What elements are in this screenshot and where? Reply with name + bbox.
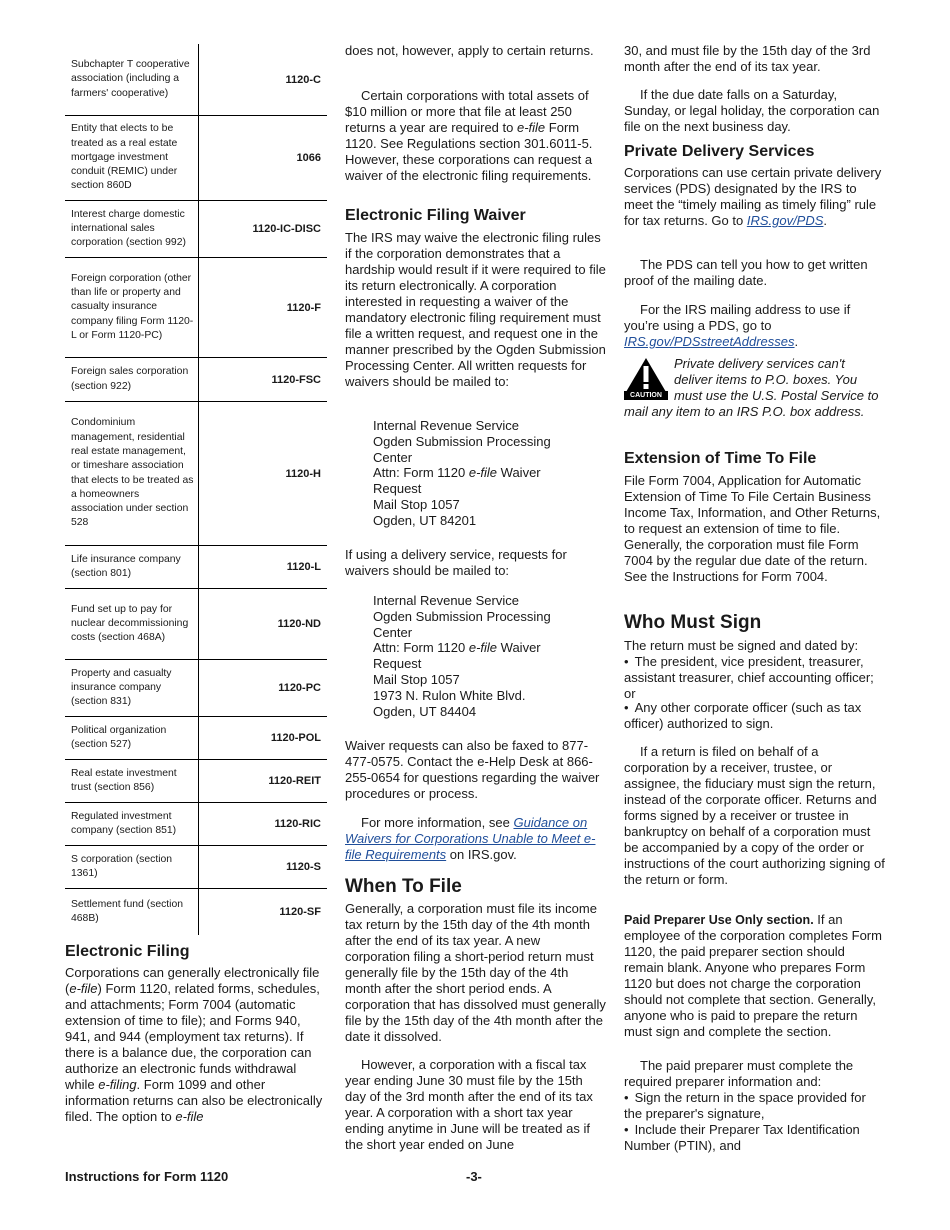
- waiver-address-1: Internal Revenue Service Ogden Submission Processing Center Attn: Form 1120 e-file Waiver Request Mail Stop 1057 Ogden, UT 84201: [373, 418, 551, 528]
- table-row: [65, 660, 327, 717]
- table-row: [65, 258, 327, 358]
- form-cell: 1120-ND: [277, 618, 321, 630]
- irs-pds-addresses-link[interactable]: IRS.gov/PDSstreetAddresses: [624, 334, 795, 349]
- form-cell: 1120-S: [286, 861, 321, 873]
- page-number: -3-: [466, 1169, 482, 1184]
- table-row: [65, 358, 327, 402]
- entity-cell: Political organization (section 527): [65, 717, 199, 759]
- entity-cell: Subchapter T cooperative association (including a farmers' cooperative): [65, 44, 199, 115]
- table-row: [65, 402, 327, 546]
- fax-text: Waiver requests can also be faxed to 877-477-0575. Contact the e-Help Desk at 866-255-0654 for questions regarding the waiver procedures or process.: [345, 738, 600, 801]
- table-row: [65, 889, 327, 935]
- col3-intro: 30, and must file by the 15th day of the 3rd month after the end of its tax year.: [624, 43, 871, 74]
- sign-bullet-2: • Any other corporate officer (such as tax officer) authorized to sign.: [624, 700, 886, 732]
- form-cell: 1120-POL: [270, 732, 321, 744]
- waiver-address-2: Internal Revenue Service Ogden Submission Processing Center Attn: Form 1120 e-file Waiver Request Mail Stop 1057 1973 N. Rulon White Blvd. Ogden, UT 84404: [373, 593, 551, 719]
- pds-address-text: For the IRS mailing address to use if you’re using a PDS, go to IRS.gov/PDSstreetAddresses.: [624, 302, 851, 349]
- preparer-bullet-1: • Sign the return in the space provided for the preparer's signature,: [624, 1090, 886, 1122]
- form-cell: 1120-H: [285, 467, 321, 480]
- fiscal-year-text: However, a corporation with a fiscal tax year ending June 30 must file by the 15th day of the 3rd month after the end of its tax year. A corporation with a short tax year ending anytime in June will be treated as if the short year ended on June: [345, 1057, 593, 1152]
- extension-text: File Form 7004, Application for Automatic Extension of Time To File Certain Business Income Tax, Information, and Other Returns, to request an extension of time to file. Generally, the corporation must file Form 7004 by the regular due date of the return. See the Instructions for Form 7004.: [624, 473, 881, 584]
- preparer-bullet-2: • Include their Preparer Tax Identification Number (PTIN), and: [624, 1122, 886, 1154]
- large-corporations-text: Certain corporations with total assets of $10 million or more that file at least 250 returns a year are required to e-file Form 1120. See Regulations section 301.6011-5. However, these corporations can request a waiver of the electronic filing requirements.: [345, 88, 593, 183]
- who-must-sign-heading: Who Must Sign: [624, 612, 762, 633]
- form-cell: 1120-FSC: [271, 373, 321, 386]
- entity-cell: Foreign sales corporation (section 922): [65, 358, 199, 401]
- form-cell: 1120-SF: [279, 906, 321, 918]
- irs-pds-link[interactable]: IRS.gov/PDS: [746, 213, 824, 228]
- delivery-service-text: If using a delivery service, requests for waivers should be mailed to:: [345, 547, 567, 578]
- entity-cell: Real estate investment trust (section 856): [65, 760, 199, 802]
- table-row: [65, 201, 327, 258]
- waiver-heading: Electronic Filing Waiver: [345, 207, 526, 224]
- form-cell: 1120-L: [286, 561, 321, 573]
- table-row: [65, 44, 327, 116]
- table-row: [65, 717, 327, 760]
- entity-cell: S corporation (section 1361): [65, 846, 199, 888]
- entity-cell: Foreign corporation (other than life or property and casualty insurance company filing Form 1120-L or Form 1120-PC): [65, 258, 199, 357]
- entity-cell: Property and casualty insurance company (section 831): [65, 660, 199, 716]
- caution-text: Private delivery services can't deliver items to P.O. boxes. You must use the U.S. Postal Service to mail any item to an IRS P.O. box address.: [624, 356, 879, 419]
- extension-heading: Extension of Time To File: [624, 450, 817, 467]
- entity-cell: Condominium management, residential real estate management, or timeshare association that elects to be treated as a homeowners association under section 528: [65, 402, 199, 545]
- col2-intro: does not, however, apply to certain returns.: [345, 43, 594, 58]
- entity-cell: Settlement fund (section 468B): [65, 889, 199, 935]
- table-row: [65, 116, 327, 201]
- guidance-waivers-link[interactable]: Guidance on Waivers for Corporations Unable to Meet e-file Requirements: [345, 815, 596, 862]
- due-date-text: If the due date falls on a Saturday, Sunday, or legal holiday, the corporation can file on the next business day.: [624, 87, 880, 134]
- when-to-file-text: Generally, a corporation must file its income tax return by the 15th day of the 4th month after the end of its tax year. A new corporation filing a short-period return must generally file by the 15th day of the 4th month after the short period ends. A corporation that has dissolved must generally file by the 15th day of the 4th month after the date it dissolved.: [345, 901, 606, 1044]
- electronic-filing-text: Corporations can generally electronically file (e-file) Form 1120, related forms, schedules, and attachments; Form 7004 (automatic extension of time to file); and Forms 940, 941, and 944 (employment tax returns). If there is a balance due, the corporation can authorize an electronic funds withdrawal while e-filing. Form 1099 and other information returns can also be electronically filed. The option to e-file: [65, 965, 323, 1124]
- form-cell: 1120-RIC: [274, 818, 321, 830]
- paid-preparer-text: Paid Preparer Use Only section. If an employee of the corporation completes Form 1120, the paid preparer section should remain blank. Anyone who prepares Form 1120 but does not charge the corporation should not complete that section. Generally, anyone who is paid to prepare the return must sign and complete the section.: [624, 912, 882, 1039]
- form-table: [65, 44, 327, 935]
- form-cell: 1120-C: [285, 73, 321, 86]
- pds-text: Corporations can use certain private delivery services (PDS) designated by the IRS to meet the “timely mailing as timely filing” rule for tax returns. Go to IRS.gov/PDS.: [624, 165, 882, 228]
- table-row: [65, 760, 327, 803]
- caution-note: [624, 356, 886, 420]
- table-row: [65, 589, 327, 660]
- table-row: [65, 803, 327, 846]
- caution-icon: CAUTION: [624, 356, 668, 400]
- entity-cell: Entity that elects to be treated as a real estate mortgage investment conduit (REMIC) under section 860D: [65, 116, 199, 200]
- entity-cell: Life insurance company (section 801): [65, 546, 199, 588]
- preparer-intro: The paid preparer must complete the required preparer information and:: [624, 1058, 854, 1089]
- sign-intro: The return must be signed and dated by:: [624, 638, 859, 653]
- pds-proof-text: The PDS can tell you how to get written proof of the mailing date.: [624, 257, 868, 288]
- table-row: [65, 846, 327, 889]
- form-cell: 1120-REIT: [268, 775, 321, 787]
- waiver-text: The IRS may waive the electronic filing rules if the corporation demonstrates that a hardship would result if it were required to file its return electronically. A corporation interested in requesting a waiver of the mandatory electronic filing requirement must file a written request, and request one in the manner prescribed by the Ogden Submission Processing Center. All written requests for waivers should be mailed to:: [345, 230, 606, 389]
- form-cell: 1120-IC-DISC: [252, 223, 321, 235]
- electronic-filing-heading: Electronic Filing: [65, 943, 190, 960]
- entity-cell: Regulated investment company (section 851): [65, 803, 199, 845]
- more-info-text: For more information, see Guidance on Waivers for Corporations Unable to Meet e-file Requirements on IRS.gov.: [345, 815, 596, 862]
- pds-heading: Private Delivery Services: [624, 143, 815, 160]
- form-cell: 1120-F: [286, 301, 321, 314]
- form-cell: 1066: [296, 152, 321, 164]
- when-to-file-heading: When To File: [345, 876, 462, 897]
- table-row: [65, 546, 327, 589]
- entity-cell: Interest charge domestic international sales corporation (section 992): [65, 201, 199, 257]
- footer-form-name: Instructions for Form 1120: [65, 1169, 229, 1184]
- sign-bullet-1: • The president, vice president, treasurer, assistant treasurer, chief accounting officer; or: [624, 654, 886, 702]
- entity-cell: Fund set up to pay for nuclear decommissioning costs (section 468A): [65, 589, 199, 659]
- form-cell: 1120-PC: [278, 682, 321, 694]
- receiver-text: If a return is filed on behalf of a corporation by a receiver, trustee, or assignee, the fiduciary must sign the return, instead of the corporate officer. Returns and forms signed by a receiver or trustee in bankruptcy on behalf of a corporation must be accompanied by a copy of the order or instructions of the court authorizing signing of the return or form.: [624, 744, 885, 887]
